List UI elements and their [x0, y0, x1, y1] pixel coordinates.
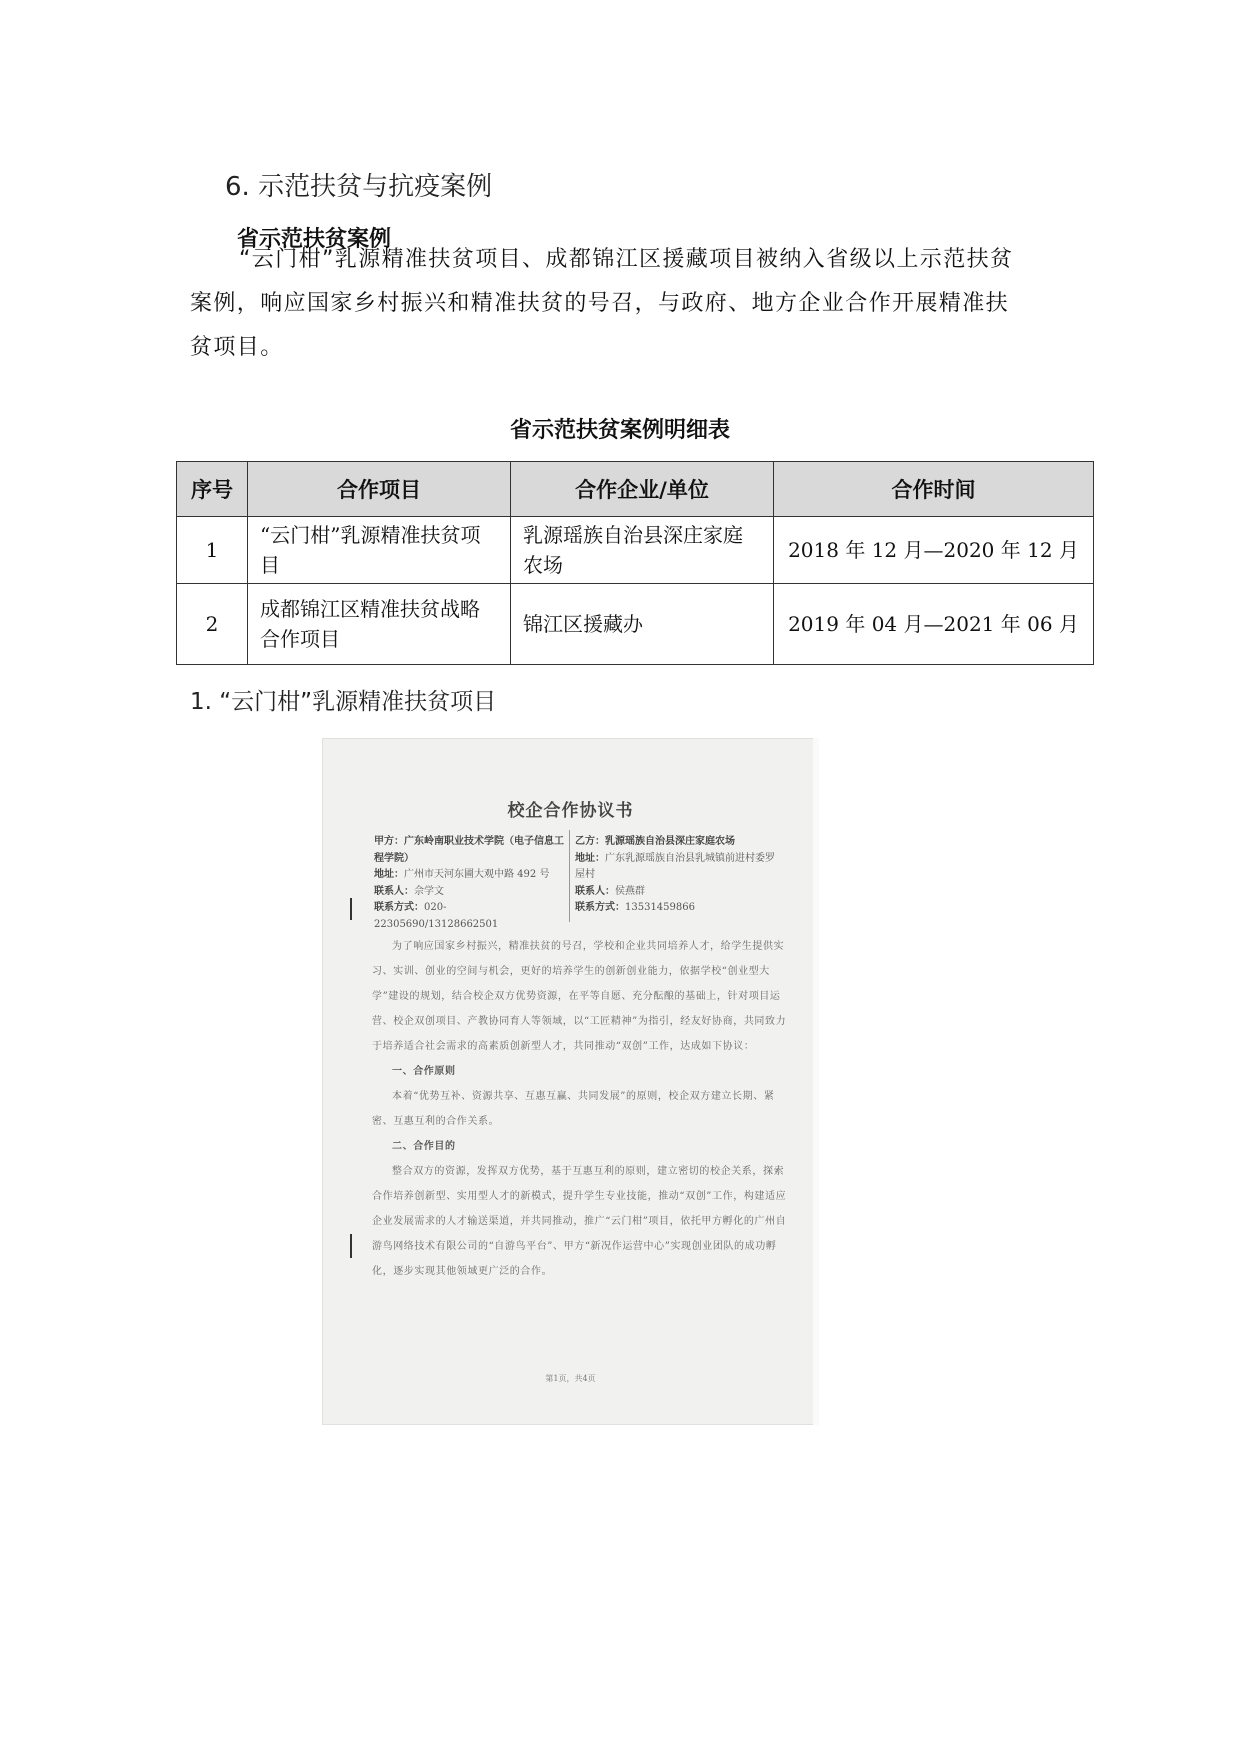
scan-margin-mark	[350, 1234, 352, 1258]
scan-section1-title: 一、合作原则	[392, 1066, 456, 1077]
party-a-name: 广东岭南职业技术学院（电子信息工程学院）	[374, 836, 564, 864]
scan-edge	[813, 738, 819, 1425]
party-a-phone-label: 联系方式：	[374, 902, 424, 913]
party-b-name: 乳源瑶族自治县深庄家庭农场	[605, 836, 735, 847]
party-a-name-label: 甲方：	[374, 836, 404, 847]
party-a-phone: 020-22305690/13128662501	[374, 902, 499, 930]
party-b-contact-label: 联系人：	[575, 885, 615, 897]
cell-num: 2	[177, 584, 248, 665]
cell-time: 2018 年 12 月—2020 年 12 月	[774, 517, 1094, 584]
paragraph-line: 贫项目。	[190, 335, 284, 360]
cell-project: “云门柑”乳源精准扶贫项目	[248, 517, 511, 584]
party-a-address: 广州市天河东圃大观中路 492 号	[404, 869, 550, 880]
header-num: 序号	[177, 462, 248, 517]
case-detail-table	[176, 461, 1094, 665]
header-time: 合作时间	[774, 462, 1094, 517]
party-a-contact-label: 联系人：	[374, 885, 414, 897]
cell-num: 1	[177, 517, 248, 584]
scan-margin-mark	[350, 898, 352, 920]
paragraph-line: “云门柑”乳源精准扶贫项目、成都锦江区援藏项目被纳入省级以上示范扶贫	[239, 247, 1014, 272]
party-b-block	[575, 834, 775, 917]
table-row	[177, 584, 1094, 665]
table-row	[177, 517, 1094, 584]
party-b-phone-label: 联系方式：	[575, 902, 625, 913]
scan-section2-text: 整合双方的资源，发挥双方优势，基于互惠互利的原则，建立密切的校企关系，探索合作培养创新型、实用型人才的新模式，提升学生专业技能，推动“双创”工作，构建适应企业发展需求的人才输送渠道，并共同推动，推广“云门柑”项目，依托甲方孵化的广州自游鸟网络技术有限公司的“自游鸟平台”、甲方“新况作运营中心”实现创业团队的成功孵化，逐步实现其他领域更广泛的合作。	[372, 1166, 787, 1277]
header-project: 合作项目	[248, 462, 511, 517]
party-a-contact: 佘学文	[414, 885, 444, 897]
item-heading: 1. “云门柑”乳源精准扶贫项目	[190, 689, 497, 715]
agreement-scan-image	[322, 738, 819, 1425]
party-b-name-label: 乙方：	[575, 836, 605, 847]
scan-intro: 为了响应国家乡村振兴，精准扶贫的号召，学校和企业共同培养人才，给学生提供实习、实训、创业的空间与机会，更好的培养学生的创新创业能力，依据学校“创业型大学”建设的规划，结合校企双方优势资源，在平等自愿、充分酝酿的基础上，针对项目运营、校企双创项目、产教协同育人等领域，以“工匠精神”为指引，经友好协商，共同致力于培养适合社会需求的高素质创新型人才，共同推动“双创”工作，达成如下协议：	[372, 941, 787, 1052]
intro-paragraph	[190, 238, 1045, 370]
cell-org: 锦江区援藏办	[511, 584, 774, 665]
scan-section1-text: 本着“优势互补、资源共享、互惠互赢、共同发展”的原则，校企双方建立长期、紧密、互惠互利的合作关系。	[372, 1091, 775, 1127]
party-a-block	[374, 834, 566, 933]
party-b-phone: 13531459866	[625, 902, 695, 913]
sub-heading: 省示范扶贫案例	[237, 227, 392, 252]
scan-divider	[569, 830, 570, 922]
header-org: 合作企业/单位	[511, 462, 774, 517]
paragraph-line: 案例，响应国家乡村振兴和精准扶贫的号召，与政府、地方企业合作开展精准扶	[190, 291, 1010, 316]
cell-time: 2019 年 04 月—2021 年 06 月	[774, 584, 1094, 665]
party-b-address: 广东乳源瑶族自治县乳城镇前进村委罗屋村	[575, 852, 775, 880]
party-b-address-label: 地址：	[575, 852, 605, 864]
section-heading: 6. 示范扶贫与抗疫案例	[225, 172, 493, 202]
party-a-address-label: 地址：	[374, 869, 404, 880]
party-b-contact: 侯燕群	[615, 885, 645, 897]
cell-project: 成都锦江区精准扶贫战略合作项目	[248, 584, 511, 665]
table-title: 省示范扶贫案例明细表	[509, 418, 730, 443]
table-header-row	[177, 462, 1094, 517]
scan-title: 校企合作协议书	[507, 801, 634, 821]
cell-org: 乳源瑶族自治县深庄家庭农场	[511, 517, 774, 584]
scan-page-footer: 第1页，共4页	[545, 1374, 596, 1383]
scan-body	[372, 934, 787, 1284]
scan-section2-title: 二、合作目的	[392, 1141, 456, 1152]
